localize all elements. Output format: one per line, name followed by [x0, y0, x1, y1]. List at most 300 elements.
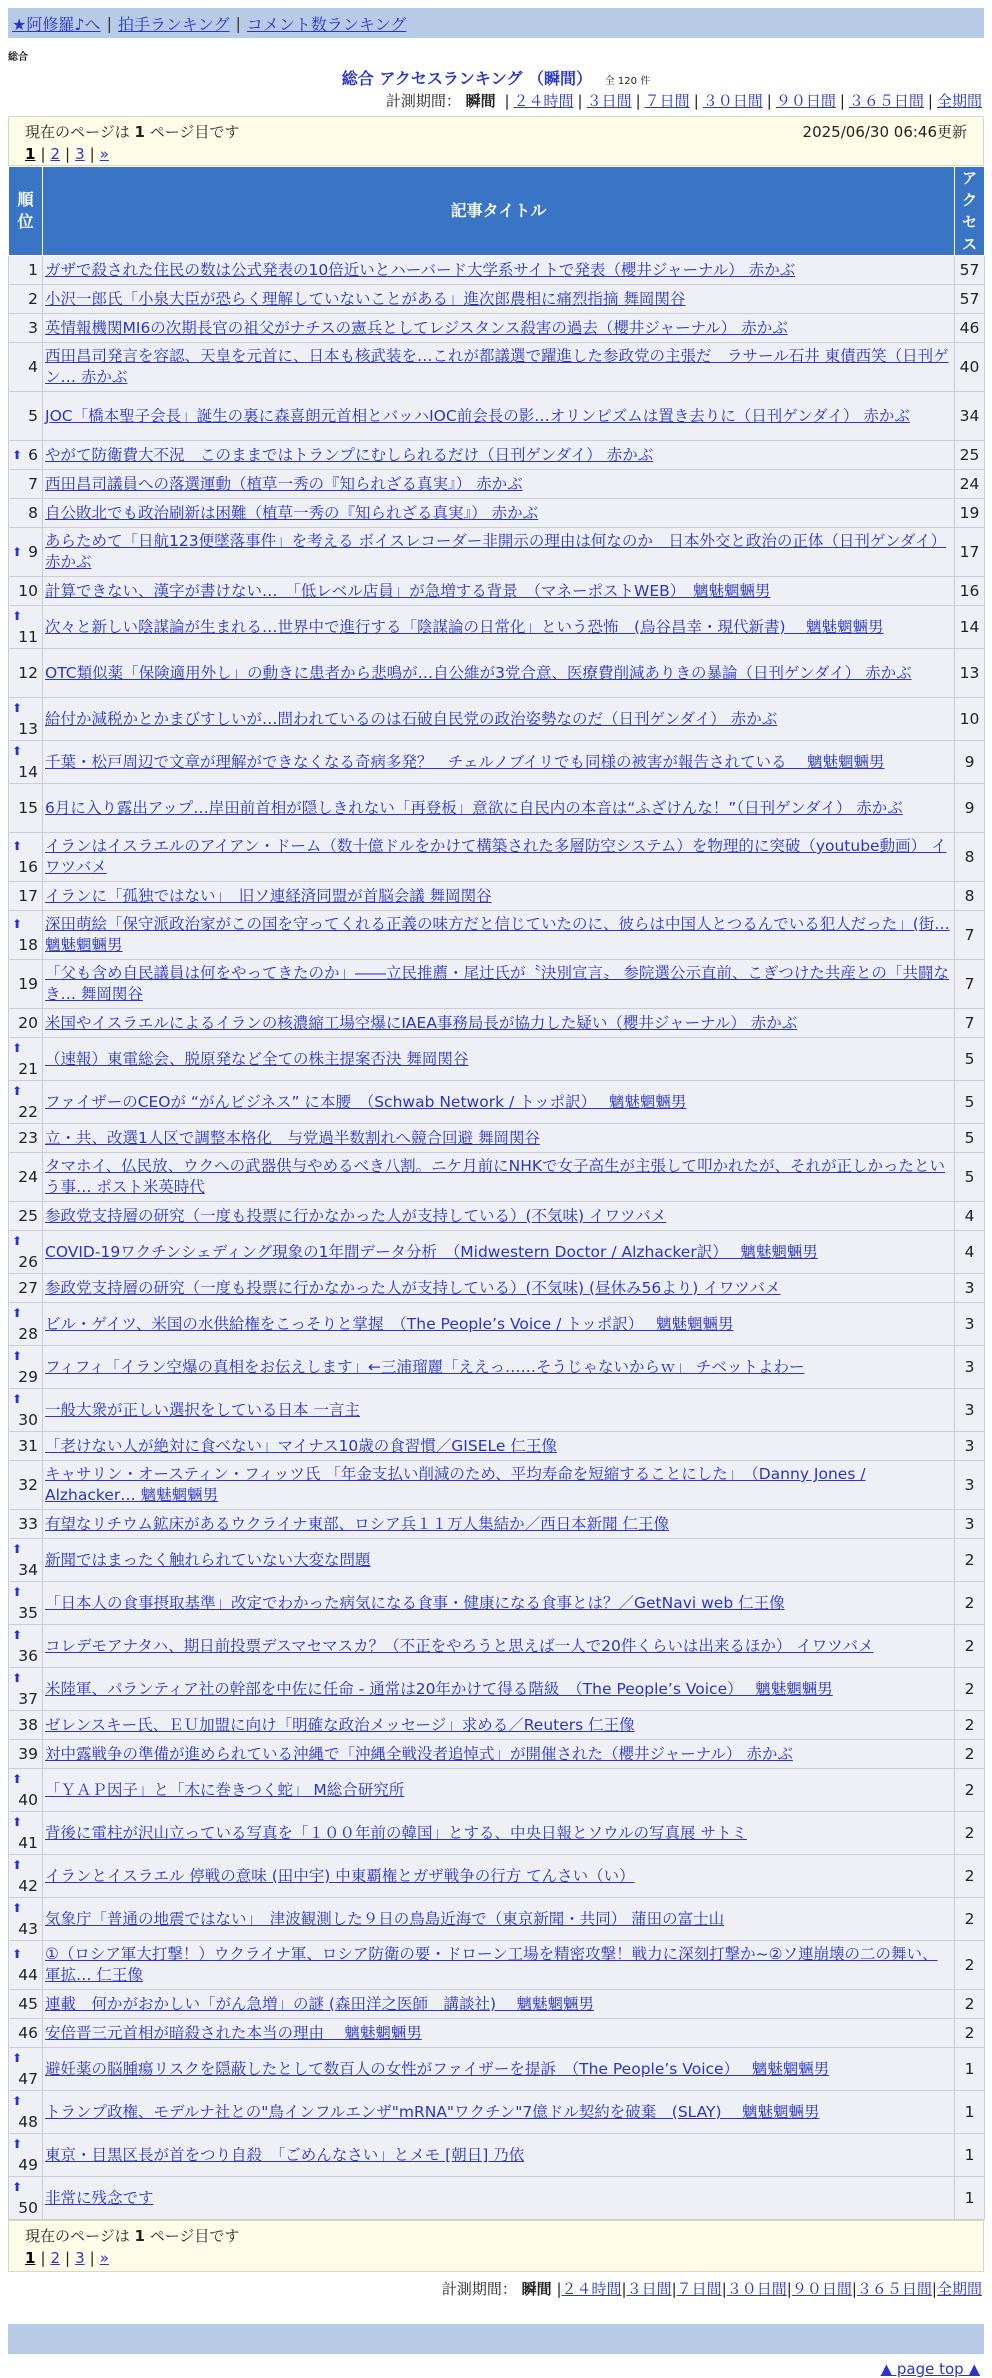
table-row	[9, 1740, 985, 1769]
article-title-link[interactable]: 一般大衆が正しい選択をしている日本 一言主	[45, 1400, 360, 1419]
title-cell	[43, 499, 955, 528]
rank-cell	[9, 1038, 43, 1081]
rank-cell	[9, 528, 43, 577]
article-title-link[interactable]: 6月に入り露出アップ…岸田前首相が隠しきれない「再登板」意欲に自民内の本音は“ふざけんな！”（日刊ゲンダイ） 赤かぶ	[45, 798, 903, 817]
access-count: 3	[955, 1432, 985, 1461]
article-title-link[interactable]: 連載 何かがおかしい「がん急増」の謎 (森田洋之医師 講談社) 魑魅魍魎男	[45, 1994, 594, 2013]
page-link: 1	[25, 2249, 36, 2267]
category-label: 総合	[8, 52, 28, 63]
article-title-link[interactable]: ガザで殺された住民の数は公式発表の10倍近いとハーバード大学系サイトで発表（櫻井ジャーナル） 赤かぶ	[45, 260, 796, 279]
rank-number: 37	[18, 1690, 38, 1708]
page-link[interactable]: 2	[50, 145, 61, 163]
access-count: 46	[955, 314, 985, 343]
article-title-link[interactable]: コレデモアナタハ、期日前投票デスマセマスカ？（不正をやろうと思えば一人で20件くらいは出来るほか） イワツバメ	[45, 1636, 874, 1655]
rank-number: 44	[18, 1966, 38, 1984]
table-row	[9, 1812, 985, 1855]
rank-cell	[9, 1510, 43, 1539]
article-title-link[interactable]: （速報）東電総会、脱原発など全ての株主提案否決 舞岡関谷	[45, 1049, 469, 1068]
table-row	[9, 285, 985, 314]
rank-up-icon: ⬆	[12, 1392, 23, 1406]
access-count: 2	[955, 1625, 985, 1668]
access-count: 34	[955, 392, 985, 441]
nav-separator: |	[235, 13, 241, 33]
rank-number: 4	[28, 357, 38, 376]
rank-cell	[9, 577, 43, 606]
article-title-link[interactable]: 非常に残念です	[45, 2188, 154, 2207]
title-cell	[43, 1038, 955, 1081]
rank-up-icon: ⬆	[12, 1084, 23, 1098]
access-count: 2	[955, 1941, 985, 1990]
rank-cell	[9, 1432, 43, 1461]
rank-number: 15	[18, 798, 38, 817]
article-title-link[interactable]: 対中露戦争の準備が進められている沖縄で「沖縄全戦没者追悼式」が開催された（櫻井ジャーナル） 赤かぶ	[45, 1744, 793, 1763]
period-option-link[interactable]: ２４時間	[561, 2280, 622, 2298]
table-row	[9, 649, 985, 698]
top-nav-bar	[8, 8, 984, 38]
title-cell	[43, 314, 955, 343]
article-title-link[interactable]: 「父も含め自民議員は何をやってきたのか」――立民推薦・尾辻氏が〝決別宣言〟 参院選公示直前、こぎつけた共産との「共闘なき… 舞岡関谷	[45, 964, 949, 1003]
table-row	[9, 1081, 985, 1124]
period-separator: |	[577, 92, 583, 110]
access-count: 3	[955, 1274, 985, 1303]
article-title-link[interactable]: トランプ政権、モデルナ社との"鳥インフルエンザ"mRNA"ワクチン"7億ドル契約を破棄 (SLAY) 魑魅魍魎男	[45, 2102, 820, 2121]
title-cell	[43, 441, 955, 470]
title-cell	[43, 1582, 955, 1625]
article-title-link[interactable]: 自公敗北でも政治刷新は困難（植草一秀の『知られざる真実』） 赤かぶ	[45, 503, 539, 522]
title-cell	[43, 1711, 955, 1740]
title-cell	[43, 2019, 955, 2048]
table-row	[9, 2134, 985, 2177]
header-access: アクセス	[955, 167, 985, 256]
title-cell	[43, 2048, 955, 2091]
access-count: 25	[955, 441, 985, 470]
rank-number: 39	[18, 1744, 38, 1763]
pager-separator: |	[89, 145, 95, 163]
table-row	[9, 470, 985, 499]
title-cell	[43, 1668, 955, 1711]
table-row	[9, 1389, 985, 1432]
article-title-link[interactable]: 「ＹＡＰ因子」と「木に巻きつく蛇」 M総合研究所	[45, 1780, 405, 1799]
table-row	[9, 1461, 985, 1510]
rank-cell	[9, 470, 43, 499]
period-separator: |	[721, 2280, 727, 2298]
article-title-link[interactable]: フィフィ「イラン空爆の真相をお伝えします」←三浦瑠麗「ええっ……そうじゃないからｗ」 チベットよわー	[45, 1357, 805, 1376]
period-separator: |	[621, 2280, 627, 2298]
title-cell	[43, 1539, 955, 1582]
article-title-link[interactable]: 西田昌司議員への落選運動（植草一秀の『知られざる真実』） 赤かぶ	[45, 474, 523, 493]
access-count: 57	[955, 285, 985, 314]
access-count: 10	[955, 698, 985, 741]
rank-number: 31	[18, 1436, 38, 1455]
article-title-link[interactable]: ビル・ゲイツ、米国の水供給権をこっそりと掌握 （The People’s Voice / トッポ訳） 魑魅魍魎男	[45, 1314, 734, 1333]
access-count: 1	[955, 2048, 985, 2091]
access-count: 2	[955, 1769, 985, 1812]
article-title-link[interactable]: 英情報機関MI6の次期長官の祖父がナチスの憲兵としてレジスタンス殺害の過去（櫻井ジャーナル） 赤かぶ	[45, 318, 788, 337]
rank-number: 35	[18, 1604, 38, 1622]
article-title-link[interactable]: 次々と新しい陰謀論が生まれる…世界中で進行する「陰謀論の日常化」という恐怖 (烏谷昌幸・現代新書) 魑魅魍魎男	[45, 617, 884, 636]
access-count: 8	[955, 882, 985, 911]
title-cell	[43, 911, 955, 960]
period-selector	[0, 90, 982, 116]
article-title-link[interactable]: イランに「孤独ではない」 旧ソ連経済同盟が首脳会議 舞岡関谷	[45, 886, 492, 905]
table-row	[9, 882, 985, 911]
article-title-link[interactable]: 「老けない人が絶対に食べない」マイナス10歳の食習慣／GISELe 仁王像	[45, 1436, 557, 1455]
period-separator: |	[839, 92, 845, 110]
rank-cell	[9, 649, 43, 698]
footer-bar	[8, 2324, 984, 2354]
table-row	[9, 2048, 985, 2091]
access-count: 1	[955, 2177, 985, 2220]
access-count: 3	[955, 1303, 985, 1346]
page-link[interactable]: 3	[75, 2249, 85, 2267]
period-label: 計測期間：	[385, 92, 461, 110]
table-row	[9, 1231, 985, 1274]
article-title-link[interactable]: 小沢一郎氏「小泉大臣が恐らく理解していないことがある」進次郎農相に痛烈指摘 舞岡関谷	[45, 289, 686, 308]
access-count: 1	[955, 2091, 985, 2134]
title-cell	[43, 1081, 955, 1124]
page-link[interactable]: 2	[50, 2249, 61, 2267]
access-count: 7	[955, 911, 985, 960]
rank-number: 9	[28, 542, 38, 561]
period-option-link[interactable]: ７日間	[644, 92, 690, 110]
article-title-link[interactable]: やがて防衛費大不況 このままではトランプにむしられるだけ（日刊ゲンダイ） 赤かぶ	[45, 445, 654, 464]
article-title-link[interactable]: JOC「橋本聖子会長」誕生の裏に森喜朗元首相とバッハIOC前会長の影…オリンピズムは置き去りに（日刊ゲンダイ） 赤かぶ	[45, 406, 910, 425]
title-cell	[43, 1303, 955, 1346]
rank-number: 20	[18, 1013, 38, 1032]
rank-number: 49	[18, 2156, 38, 2174]
rank-number: 23	[18, 1128, 38, 1147]
rank-cell	[9, 1711, 43, 1740]
article-title-link[interactable]: 新聞ではまったく触れられていない大変な問題	[45, 1550, 371, 1569]
rank-number: 2	[28, 289, 38, 308]
rank-cell	[9, 2091, 43, 2134]
title-cell	[43, 1769, 955, 1812]
rank-number: 17	[18, 886, 38, 905]
access-count: 5	[955, 1038, 985, 1081]
period-option-link[interactable]: ３日間	[586, 92, 632, 110]
rank-cell	[9, 1231, 43, 1274]
rank-up-icon: ⬆	[12, 1628, 23, 1642]
rank-cell	[9, 1898, 43, 1941]
article-title-link[interactable]: 背後に電柱が沢山立っている写真を「１００年前の韓国」とする、中央日報とソウルの写真展 サトミ	[45, 1823, 747, 1842]
table-row	[9, 343, 985, 392]
article-title-link[interactable]: 有望なリチウム鉱床があるウクライナ東部、ロシア兵１１万人集結か／西日本新聞 仁王像	[45, 1514, 670, 1533]
access-count: 2	[955, 1711, 985, 1740]
article-title-link[interactable]: 深田萌絵「保守派政治家がこの国を守ってくれる正義の味方だと信じていたのに、彼らは中国人とつるんでいる犯人だった」(街… 魑魅魍魎男	[45, 915, 950, 954]
period-option-link[interactable]: ３日間	[626, 2280, 672, 2298]
period-separator: |	[931, 2280, 937, 2298]
rank-number: 7	[28, 474, 38, 493]
rank-cell	[9, 314, 43, 343]
header-rank: 順位	[9, 167, 43, 256]
total-count: 全 120 件	[604, 76, 651, 87]
rank-up-icon: ⬆	[12, 2051, 23, 2065]
rank-cell	[9, 1582, 43, 1625]
title-cell	[43, 649, 955, 698]
rank-up-icon: ⬆	[12, 1772, 23, 1786]
table-row	[9, 1711, 985, 1740]
title-cell	[43, 1898, 955, 1941]
article-title-link[interactable]: 千葉・松戸周辺で文章が理解ができなくなる奇病多発？ チェルノブイリでも同様の被害が報告されている 魑魅魍魎男	[45, 752, 885, 771]
table-row	[9, 911, 985, 960]
title-cell	[43, 1202, 955, 1231]
period-separator: |	[556, 2280, 562, 2298]
rank-number: 43	[18, 1920, 38, 1938]
period-separator: |	[786, 2280, 792, 2298]
rank-cell	[9, 1153, 43, 1202]
rank-up-icon: ⬆	[12, 701, 23, 715]
access-count: 8	[955, 833, 985, 882]
article-title-link[interactable]: 米陸軍、パランティア社の幹部を中佐に任命 - 通常は20年かけて得る階級 （The People’s Voice） 魑魅魍魎男	[45, 1679, 833, 1698]
rank-number: 48	[18, 2113, 38, 2131]
title-cell	[43, 256, 955, 285]
page-link[interactable]: 3	[75, 145, 85, 163]
rank-cell	[9, 1990, 43, 2019]
table-row	[9, 1124, 985, 1153]
rank-cell	[9, 2019, 43, 2048]
article-title-link[interactable]: 計算できない、漢字が書けない… 「低レベル店員」が急増する背景 （マネーポストWEB） 魑魅魍魎男	[45, 581, 771, 600]
page-title-row	[0, 66, 992, 88]
pager-separator: |	[89, 2249, 95, 2267]
period-separator: |	[693, 92, 699, 110]
title-cell	[43, 784, 955, 833]
period-option-link[interactable]: ３０日間	[726, 2280, 787, 2298]
rank-up-icon: ⬆	[12, 1671, 23, 1685]
title-cell	[43, 1855, 955, 1898]
rank-number: 25	[18, 1206, 38, 1225]
table-row	[9, 1769, 985, 1812]
period-option-link[interactable]: ３６５日間	[856, 2280, 932, 2298]
access-count: 19	[955, 499, 985, 528]
article-title-link[interactable]: イランはイスラエルのアイアン・ドーム（数十億ドルをかけて構築された多層防空システム）を物理的に突破（youtube動画） イワツバメ	[45, 837, 947, 876]
rank-up-icon: ⬆	[12, 917, 23, 931]
article-title-link[interactable]: 立・共、改選1人区で調整本格化 与党過半数割れへ競合回避 舞岡関谷	[45, 1128, 540, 1147]
clap-ranking-link[interactable]: 拍手ランキング	[117, 14, 230, 34]
period-option-link[interactable]: ２４時間	[513, 92, 574, 110]
rank-cell	[9, 698, 43, 741]
article-title-link[interactable]: 避妊薬の脳腫瘍リスクを隠蔽したとして数百人の女性がファイザーを提訴 （The People’s Voice） 魑魅魍魎男	[45, 2059, 830, 2078]
access-count: 3	[955, 1461, 985, 1510]
rank-cell	[9, 1812, 43, 1855]
rank-up-icon: ⬆	[12, 1041, 23, 1055]
rank-number: 24	[18, 1167, 38, 1186]
title-cell	[43, 2177, 955, 2220]
rank-up-icon: ⬆	[12, 1858, 23, 1872]
table-row	[9, 314, 985, 343]
rank-number: 36	[18, 1647, 38, 1665]
table-row	[9, 1510, 985, 1539]
rank-up-icon: ⬆	[12, 1815, 23, 1829]
rank-cell	[9, 1769, 43, 1812]
rank-number: 33	[18, 1514, 38, 1533]
article-title-link[interactable]: 気象庁「普通の地震ではない」 津波観測した９日の鳥島近海で（東京新聞・共同） 蒲田の富士山	[45, 1909, 725, 1928]
title-cell	[43, 882, 955, 911]
access-count: 4	[955, 1202, 985, 1231]
rank-cell	[9, 741, 43, 784]
table-row	[9, 606, 985, 649]
pager-separator: |	[40, 2249, 46, 2267]
title-cell	[43, 1990, 955, 2019]
rank-number: 30	[18, 1411, 38, 1429]
article-title-link[interactable]: 参政党支持層の研究（一度も投票に行かなかった人が支持している）(不気味) イワツバメ	[45, 1206, 667, 1225]
table-row	[9, 1153, 985, 1202]
rank-cell	[9, 1941, 43, 1990]
period-option-link[interactable]: ９０日間	[775, 92, 836, 110]
period-separator: |	[671, 2280, 677, 2298]
rank-up-icon: ⬆	[12, 1234, 23, 1248]
rank-up-icon: ⬆	[12, 839, 23, 853]
title-cell	[43, 1461, 955, 1510]
title-cell	[43, 1009, 955, 1038]
rank-number: 13	[18, 720, 38, 738]
table-row	[9, 577, 985, 606]
rank-cell	[9, 606, 43, 649]
article-title-link[interactable]: 安倍晋三元首相が暗殺された本当の理由 魑魅魍魎男	[45, 2023, 422, 2042]
rank-number: 38	[18, 1715, 38, 1734]
period-option-link[interactable]: 全期間	[936, 92, 982, 110]
rank-number: 46	[18, 2023, 38, 2042]
pager-bottom	[8, 2220, 984, 2272]
rank-up-icon: ⬆	[12, 544, 23, 559]
period-current: 瞬間	[521, 2280, 552, 2298]
rank-number: 27	[18, 1278, 38, 1297]
access-count: 17	[955, 528, 985, 577]
period-separator: |	[927, 92, 933, 110]
rank-number: 8	[28, 503, 38, 522]
article-title-link[interactable]: 西田昌司発言を容認、天皇を元首に、日本も核武装を…これが都議選で躍進した参政党の主張だ ラサール石井 東債西笑（日刊ゲン… 赤かぶ	[45, 347, 949, 386]
rank-number: 41	[18, 1834, 38, 1852]
rank-cell	[9, 833, 43, 882]
rank-number: 32	[18, 1475, 38, 1494]
pagination	[25, 2247, 967, 2269]
rank-number: 28	[18, 1325, 38, 1343]
title-cell	[43, 1389, 955, 1432]
next-page-link[interactable]: »	[99, 2249, 109, 2267]
article-title-link[interactable]: イランとイスラエル 停戦の意味 (田中宇) 中東覇権とガザ戦争の行方 てんさい（い）	[45, 1866, 635, 1885]
period-label: 計測期間：	[441, 2280, 517, 2298]
article-title-link[interactable]: タマホイ、仏民放、ウクへの武器供与やめるべき八割。ニケ月前にNHKで女子高生が主張して叩かれたが、それが正しかったという事… ポスト米英時代	[45, 1157, 946, 1196]
title-cell	[43, 392, 955, 441]
ranking-table	[8, 166, 985, 2220]
page-title: 総合 アクセスランキング （瞬間）	[341, 69, 592, 88]
page-top-link[interactable]: ▲ page top ▲	[880, 2360, 980, 2378]
nav-separator: |	[106, 13, 112, 33]
period-separator: |	[635, 92, 641, 110]
rank-cell	[9, 1461, 43, 1510]
title-cell	[43, 741, 955, 784]
table-row	[9, 528, 985, 577]
rank-cell	[9, 784, 43, 833]
table-row	[9, 1582, 985, 1625]
period-option-link[interactable]: 全期間	[936, 2280, 982, 2298]
table-row	[9, 1038, 985, 1081]
access-count: 2	[955, 1990, 985, 2019]
pager-separator: |	[65, 2249, 71, 2267]
table-row	[9, 741, 985, 784]
article-title-link[interactable]: COVID-19ワクチンシェディング現象の1年間データ分析 （Midwestern Doctor / Alzhacker訳） 魑魅魍魎男	[45, 1242, 818, 1261]
rank-up-icon: ⬆	[12, 609, 23, 623]
access-count: 2	[955, 1898, 985, 1941]
comment-ranking-link[interactable]: コメント数ランキング	[246, 14, 407, 34]
table-row	[9, 499, 985, 528]
table-row	[9, 1009, 985, 1038]
access-count: 3	[955, 1346, 985, 1389]
pagination	[25, 143, 967, 165]
rank-number: 50	[18, 2199, 38, 2217]
title-cell	[43, 1510, 955, 1539]
rank-cell	[9, 343, 43, 392]
table-row	[9, 1941, 985, 1990]
access-count: 4	[955, 1231, 985, 1274]
rank-up-icon: ⬆	[12, 1585, 23, 1599]
article-title-link[interactable]: あらためて「日航123便墜落事件」を考える ボイスレコーダー非開示の理由は何なのか 日本外交と政治の正体（日刊ゲンダイ） 赤かぶ	[45, 532, 947, 571]
period-separator: |	[766, 92, 772, 110]
article-title-link[interactable]: 参政党支持層の研究（一度も投票に行かなかった人が支持している）(不気味) (昼休み56より) イワツバメ	[45, 1278, 781, 1297]
table-row	[9, 698, 985, 741]
rank-cell	[9, 499, 43, 528]
table-row	[9, 2019, 985, 2048]
article-title-link[interactable]: ゼレンスキー氏、ＥＵ加盟に向け「明確な政治メッセージ」求める／Reuters 仁王像	[45, 1715, 635, 1734]
rank-cell	[9, 1009, 43, 1038]
period-option-link[interactable]: ３０日間	[702, 92, 763, 110]
access-count: 13	[955, 649, 985, 698]
table-row	[9, 441, 985, 470]
rank-cell	[9, 1740, 43, 1769]
period-option-link[interactable]: ７日間	[676, 2280, 722, 2298]
table-row	[9, 1539, 985, 1582]
home-link[interactable]: ★阿修羅♪へ	[12, 14, 101, 34]
rank-cell	[9, 256, 43, 285]
title-cell	[43, 528, 955, 577]
article-title-link[interactable]: 給付か減税かとかまびすしいが…問われているのは石破自民党の政治姿勢なのだ（日刊ゲンダイ） 赤かぶ	[45, 709, 778, 728]
rank-number: 11	[18, 628, 38, 646]
title-cell	[43, 1124, 955, 1153]
table-row	[9, 1855, 985, 1898]
rank-up-icon: ⬆	[12, 1349, 23, 1363]
access-count: 16	[955, 577, 985, 606]
article-title-link[interactable]: ファイザーのCEOが “がんビジネス” に本腰 （Schwab Network / トッポ訳） 魑魅魍魎男	[45, 1092, 687, 1111]
period-option-link[interactable]: ３６５日間	[848, 92, 924, 110]
article-title-link[interactable]: ①（ロシア軍大打撃！）ウクライナ軍、ロシア防衛の要・ドローン工場を精密攻撃！戦力に深刻打撃か~②ソ連崩壊の二の舞い、軍拡… 仁王像	[45, 1945, 938, 1984]
title-cell	[43, 2091, 955, 2134]
article-title-link[interactable]: 「日本人の食事摂取基準」改定でわかった病気になる食事・健康になる食事とは？／GetNavi web 仁王像	[45, 1593, 785, 1612]
rank-cell	[9, 911, 43, 960]
title-cell	[43, 577, 955, 606]
access-count: 24	[955, 470, 985, 499]
title-cell	[43, 470, 955, 499]
period-option-link[interactable]: ９０日間	[791, 2280, 852, 2298]
access-count: 9	[955, 741, 985, 784]
rank-up-icon: ⬆	[12, 1947, 23, 1961]
access-count: 2	[955, 2019, 985, 2048]
article-title-link[interactable]: キャサリン・オースティン・フィッツ氏 「年金支払い削減のため、平均寿命を短縮することにした」 （Danny Jones / Alzhacker… 魑魅魍魎男	[45, 1465, 866, 1504]
rank-cell	[9, 1303, 43, 1346]
article-title-link[interactable]: OTC類似薬「保険適用外し」の動きに患者から悲鳴が…自公維が3党合意、医療費削減ありきの暴論（日刊ゲンダイ） 赤かぶ	[45, 663, 912, 682]
next-page-link[interactable]: »	[99, 145, 109, 163]
title-cell	[43, 1231, 955, 1274]
rank-cell	[9, 1124, 43, 1153]
period-selector-bottom	[0, 2278, 982, 2304]
page-link: 1	[25, 145, 36, 163]
rank-up-icon: ⬆	[12, 447, 23, 462]
article-title-link[interactable]: 東京・目黒区長が首をつり自殺 「ごめんなさい」とメモ [朝日] 乃依	[45, 2145, 525, 2164]
rank-number: 3	[28, 318, 38, 337]
article-title-link[interactable]: 米国やイスラエルによるイランの核濃縮工場空爆にIAEA事務局長が協力した疑い（櫻井ジャーナル） 赤かぶ	[45, 1013, 798, 1032]
rank-number: 18	[18, 936, 38, 954]
rank-number: 21	[18, 1060, 38, 1078]
rank-cell	[9, 1625, 43, 1668]
rank-cell	[9, 1668, 43, 1711]
